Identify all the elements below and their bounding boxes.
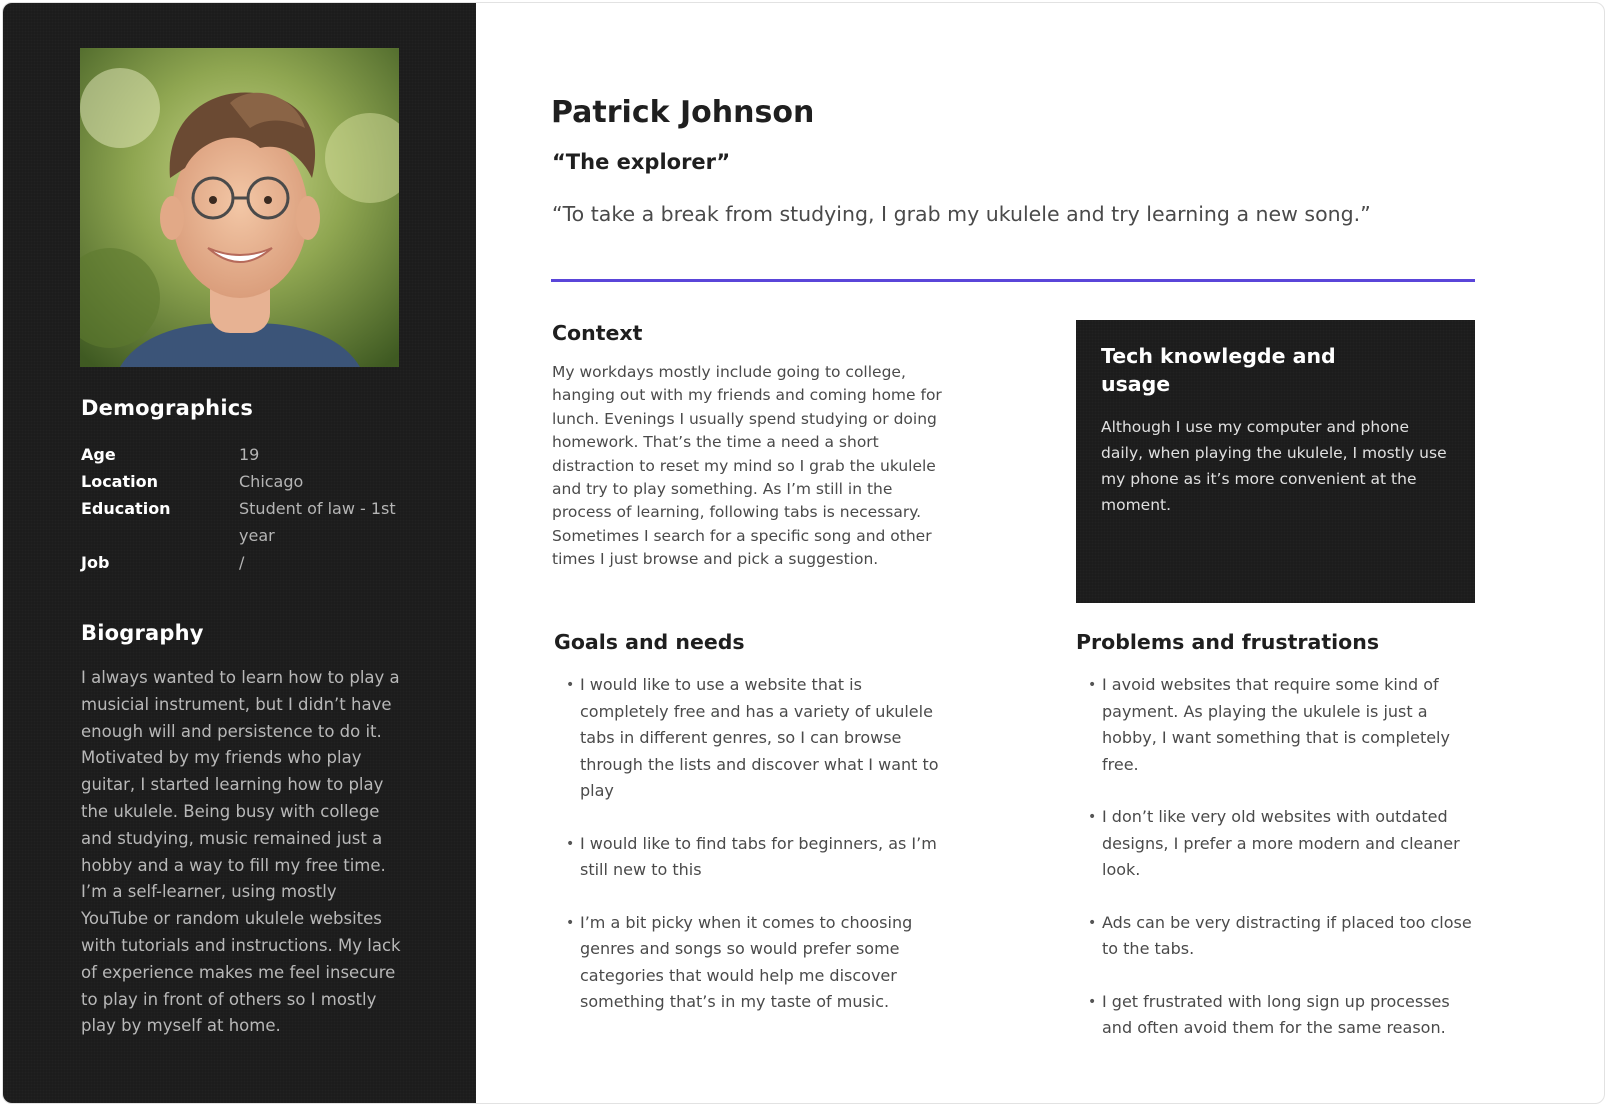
list-item: [1076, 804, 1476, 884]
demographics-value: Chicago: [239, 472, 304, 491]
list-item: [554, 672, 954, 805]
problem-text: Ads can be very distracting if placed too close to the tabs.: [1102, 912, 1472, 958]
goal-text: I would like to use a website that is completely free and has a variety of ukulele tabs in different genres, so I can browse through the lists and discover what I want to play: [580, 675, 939, 800]
demographics-label: Location: [81, 472, 158, 491]
demographics-row-education: [81, 495, 411, 549]
goal-text: I’m a bit picky when it comes to choosing genres and songs so would prefer some categories that would help me discover something that’s in my taste of music.: [580, 912, 913, 1011]
bullet-icon: •: [1088, 809, 1097, 825]
problem-text: I get frustrated with long sign up processes and often avoid them for the same reason.: [1102, 991, 1450, 1037]
persona-quote: “To take a break from studying, I grab my ukulele and try learning a new song.”: [552, 202, 1371, 226]
persona-card: [2, 2, 1605, 1104]
list-item: [1076, 910, 1476, 963]
demographics-row-location: [81, 468, 411, 495]
persona-tagline: “The explorer”: [552, 150, 731, 174]
demographics-value: Student of law - 1st year: [239, 499, 396, 545]
persona-name: Patrick Johnson: [551, 95, 815, 130]
goals-list: [554, 672, 954, 1016]
goals-heading: Goals and needs: [554, 630, 745, 654]
problems-heading: Problems and frustrations: [1076, 630, 1380, 654]
demographics-label: Age: [81, 445, 116, 464]
problem-text: I don’t like very old websites with outdated designs, I prefer a more modern and cleaner look.: [1102, 807, 1460, 879]
accent-divider: [551, 279, 1475, 282]
bullet-icon: •: [566, 914, 575, 931]
biography-heading: Biography: [81, 621, 204, 645]
list-item: [1076, 672, 1476, 778]
bullet-icon: •: [1088, 993, 1097, 1010]
tech-heading: Tech knowlegde and usage: [1101, 344, 1336, 396]
context-heading: Context: [552, 321, 643, 345]
sidebar-panel: [3, 3, 476, 1103]
problem-text: I avoid websites that require some kind of payment. As playing the ukulele is just a hobby, I want something that is completely free.: [1102, 675, 1450, 774]
goal-text: I would like to find tabs for beginners, as I’m still new to this: [580, 833, 937, 879]
problems-list: [1076, 672, 1476, 1042]
demographics-value: /: [239, 553, 245, 572]
demographics-heading: Demographics: [81, 396, 254, 420]
demographics-label: Job: [81, 553, 110, 572]
demographics-label: Education: [81, 499, 171, 518]
biography-text: I always wanted to learn how to play a musicial instrument, but I didn’t have enough will and persistence to do it. Motivated by my friends who play guitar, I started learning how to play the ukulele. Being busy with college and studying, music remained just a hobby and a way to fill my free time. I’m a self-learner, using mostly YouTube or random ukulele websites with tutorials and instructions. My lack of experience makes me feel insecure to play in front of others so I mostly play by myself at home.: [81, 668, 401, 1036]
list-item: [554, 910, 954, 1016]
bullet-icon: •: [566, 835, 575, 852]
demographics-row-job: [81, 549, 411, 576]
demographics-value: 19: [239, 445, 260, 464]
bullet-icon: •: [1088, 677, 1097, 693]
demographics-table: [81, 441, 411, 576]
list-item: [554, 831, 954, 884]
tech-card: [1076, 320, 1475, 603]
bullet-icon: •: [1088, 914, 1097, 931]
tech-text: Although I use my computer and phone daily, when playing the ukulele, I mostly use my phone as it’s more convenient at the moment.: [1101, 418, 1447, 514]
bullet-icon: •: [566, 677, 575, 693]
context-text: My workdays mostly include going to college, hanging out with my friends and coming home for lunch. Evenings I usually spend studying or doing homework. That’s the time a need a short distraction to reset my mind so I grab the ukulele and try to play something. As I’m still in the process of learning, following tabs is necessary. Sometimes I search for a specific song and other times I just browse and pick a suggestion.: [552, 363, 942, 569]
portrait-photo: [80, 48, 399, 367]
list-item: [1076, 989, 1476, 1042]
demographics-row-age: [81, 441, 411, 468]
